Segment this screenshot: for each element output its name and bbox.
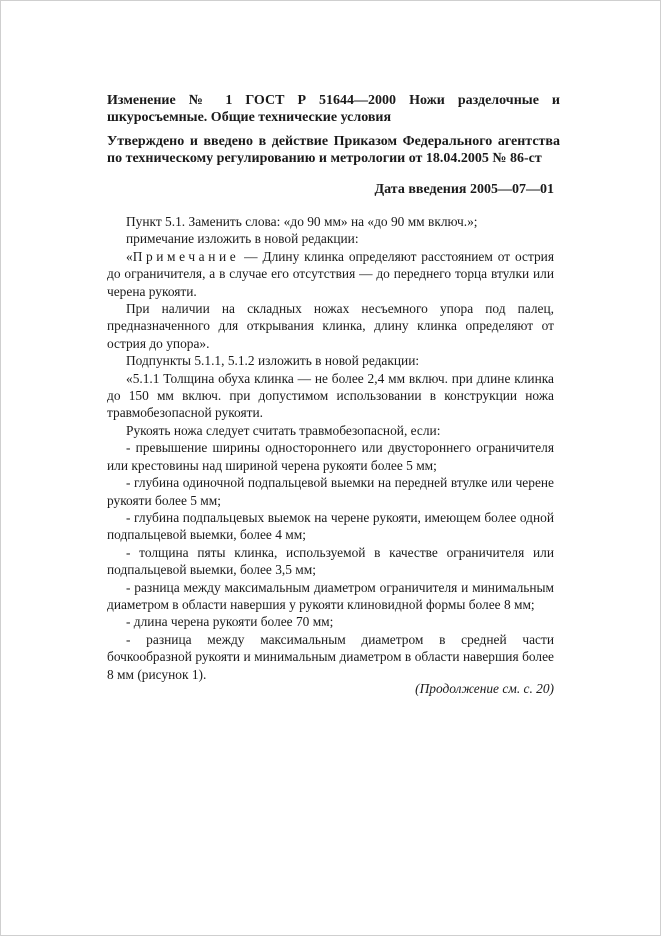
- effective-date: Дата введения 2005—07—01: [374, 182, 554, 197]
- list-item: - разница между максимальным диаметром ограничителя и минимальным диаметром в области навершия у рукояти клиновидной формы более 8 мм;: [107, 579, 554, 612]
- note-label: Примечание: [132, 248, 240, 264]
- paragraph-subclauses-intro: Подпункты 5.1.1, 5.1.2 изложить в новой редакции:: [126, 353, 420, 369]
- paragraph-folding-knives: При наличии на складных ножах несъемного упора под палец, предназначенного для открывания клинка, длину клинка определяют от острия до упора».: [107, 301, 554, 351]
- paragraph-clause-5-1: Пункт 5.1. Заменить слова: «до 90 мм» на «до 90 мм включ.»;: [126, 214, 478, 229]
- list-item: - превышение ширины одностороннего или двустороннего ограничителя или крестовины над шириной черена рукояти более 5 мм;: [107, 440, 554, 473]
- paragraph-note-intro: примечание изложить в новой редакции:: [126, 231, 359, 247]
- document-body: [107, 213, 554, 683]
- paragraph-note: [107, 248, 554, 300]
- note-open-quote: «: [126, 248, 133, 264]
- paragraph-clause-5-1-1: «5.1.1 Толщина обуха клинка — не более 2,4 мм включ. при длине клинка до 150 мм включ. при допустимом использовании в конструкции ножа травмобезопасной рукояти.: [107, 370, 554, 421]
- continued-note: (Продолжение см. с. 20): [415, 681, 554, 696]
- approval-statement: Утверждено и введено в действие Приказом Федерального агентства по техническому регулированию и метрологии от 18.04.2005 № 86-ст: [107, 134, 560, 166]
- paragraph-safe-handle-intro: Рукоять ножа следует считать травмобезопасной, если:: [126, 422, 441, 438]
- note-text: — Длину клинка определяют расстоянием от острия до ограничителя, а в случае его отсутствия — до переднего торца втулки или черена рукояти.: [107, 248, 554, 299]
- list-item: - глубина одиночной подпальцевой выемки на передней втулке или черене рукояти более 5 мм;: [107, 475, 554, 508]
- list-item: - глубина подпальцевых выемок на черене рукояти, имеющем более одной подпальцевой выемки, более 4 мм;: [107, 509, 554, 543]
- list-item: - длина черена рукояти более 70 мм;: [126, 614, 334, 630]
- change-title: Изменение № 1 ГОСТ Р 51644—2000 Ножи разделочные и шкуросъемные. Общие технические условия: [107, 93, 560, 125]
- list-item: - толщина пяты клинка, используемой в качестве ограничителя или подпальцевой выемки, более 3,5 мм;: [107, 544, 554, 578]
- list-item: - разница между максимальным диаметром в средней части бочкообразной рукояти и минимальным диаметром в области навершия более 8 мм (рисунок 1).: [107, 631, 554, 682]
